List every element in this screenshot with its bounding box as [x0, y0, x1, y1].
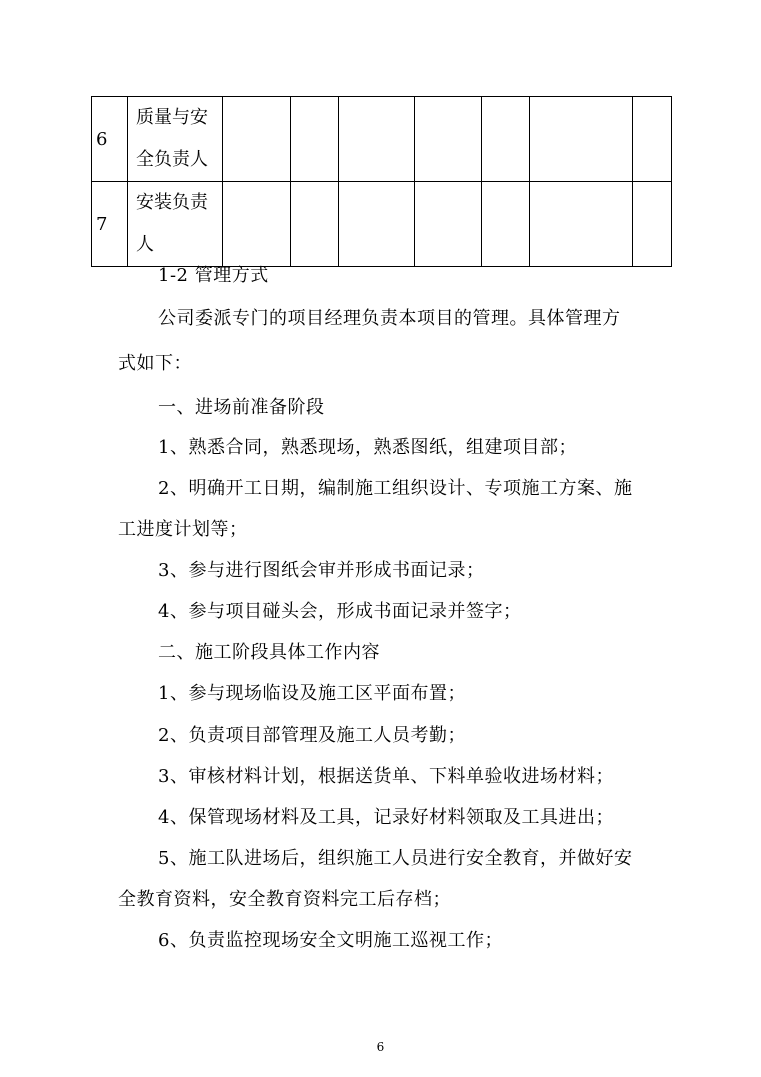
- row-number: 6: [92, 97, 128, 182]
- table-row: [92, 182, 672, 267]
- empty-cell: [223, 182, 291, 267]
- stage1-heading: 一、进场前准备阶段: [158, 397, 325, 418]
- stage2-item-3: 3、审核材料计划，根据送货单、下料单验收进场材料；: [158, 766, 614, 787]
- empty-cell: [415, 97, 482, 182]
- role-cell: 安装负责人: [128, 182, 223, 267]
- stage2-item-5-line-2: 全教育资料，安全教育资料完工后存档；: [118, 889, 451, 910]
- stage2-item-2: 2、负责项目部管理及施工人员考勤；: [158, 725, 466, 746]
- row-number: 7: [92, 182, 128, 267]
- empty-cell: [339, 97, 415, 182]
- stage2-item-6: 6、负责监控现场安全文明施工巡视工作；: [158, 930, 503, 951]
- empty-cell: [482, 182, 530, 267]
- empty-cell: [415, 182, 482, 267]
- empty-cell: [339, 182, 415, 267]
- empty-cell: [633, 97, 672, 182]
- table-row: [92, 97, 672, 182]
- stage2-item-5-line-1: 5、施工队进场后，组织施工人员进行安全教育，并做好安: [158, 848, 633, 869]
- empty-cell: [530, 97, 633, 182]
- staff-table: [91, 96, 672, 267]
- empty-cell: [482, 97, 530, 182]
- empty-cell: [223, 97, 291, 182]
- role-cell: 质量与安全负责人: [128, 97, 223, 182]
- empty-cell: [291, 97, 339, 182]
- stage1-item-4: 4、参与项目碰头会，形成书面记录并签字；: [158, 601, 522, 622]
- stage2-item-4: 4、保管现场材料及工具，记录好材料领取及工具进出；: [158, 807, 614, 828]
- intro-line-1: 公司委派专门的项目经理负责本项目的管理。具体管理方: [158, 308, 621, 329]
- empty-cell: [633, 182, 672, 267]
- intro-line-2: 式如下：: [118, 353, 192, 374]
- stage2-item-1: 1、参与现场临设及施工区平面布置；: [158, 683, 466, 704]
- stage1-item-3: 3、参与进行图纸会审并形成书面记录；: [158, 560, 485, 581]
- empty-cell: [530, 182, 633, 267]
- empty-cell: [291, 182, 339, 267]
- stage1-item-2-line-2: 工进度计划等；: [118, 519, 248, 540]
- page-number: 6: [376, 1040, 385, 1054]
- section-heading: 1-2 管理方式: [158, 265, 269, 286]
- stage1-item-1: 1、熟悉合同，熟悉现场，熟悉图纸，组建项目部；: [158, 437, 577, 458]
- stage1-item-2-line-1: 2、明确开工日期，编制施工组织设计、专项施工方案、施: [158, 478, 633, 499]
- stage2-heading: 二、施工阶段具体工作内容: [158, 642, 380, 663]
